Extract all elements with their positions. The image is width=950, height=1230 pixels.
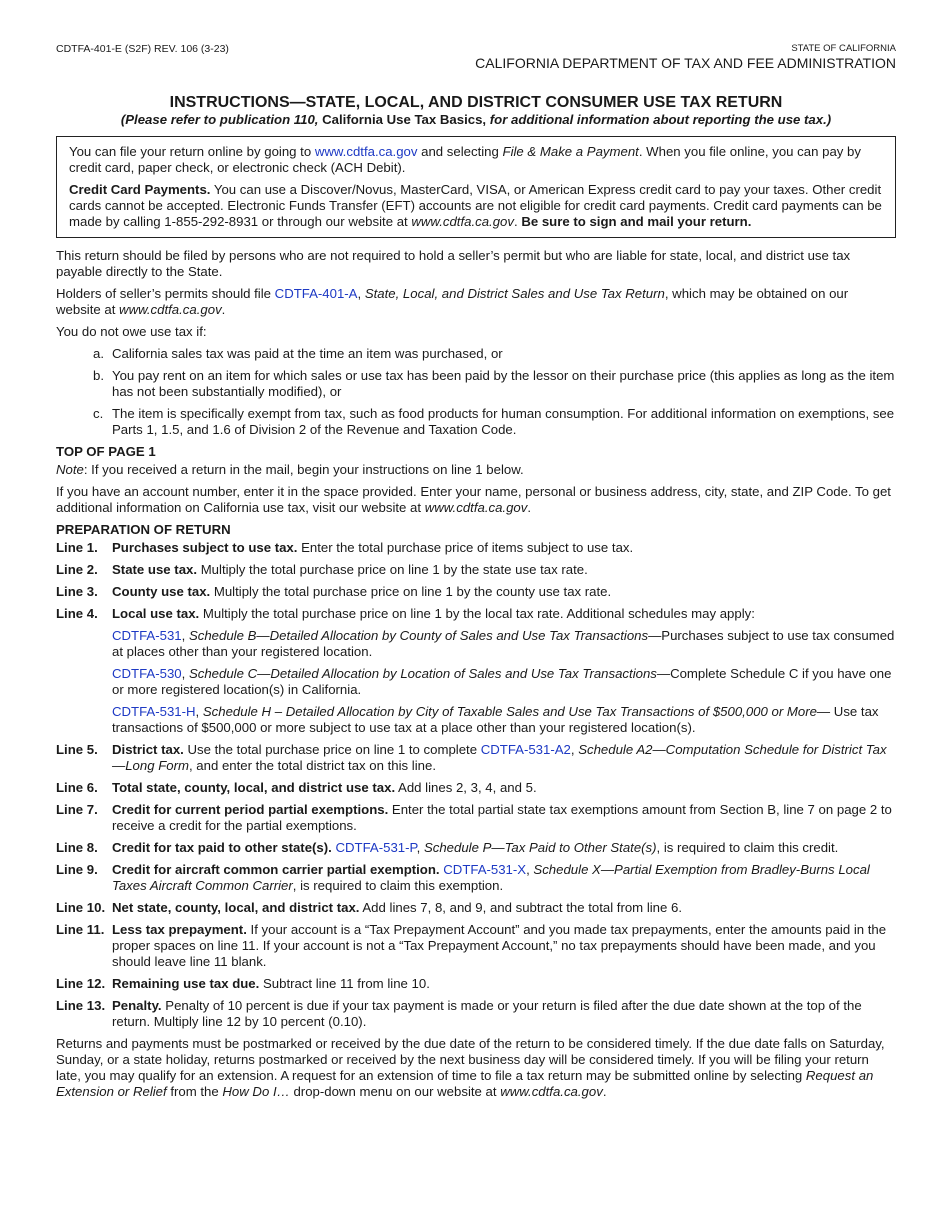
top-of-page-heading: TOP OF PAGE 1 (56, 444, 156, 459)
form-id: CDTFA-401-E (S2F) REV. 106 (3-23) (56, 43, 229, 55)
line-3-instruction: Line 3. County use tax. Multiply the total purchase price on line 1 by the county use tax rate. (56, 584, 612, 599)
line-6-instruction: Line 6. Total state, county, local, and district use tax. Add lines 2, 3, 4, and 5. (56, 780, 537, 795)
line-4-instruction: Line 4. Local use tax. Multiply the total purchase price on line 1 by the local tax rate. Additional schedules may apply: (56, 606, 755, 621)
sellers-permit-paragraph: Holders of seller’s permits should file CDTFA-401-A, State, Local, and District Sales and Use Tax Return, which may be obtained on our website at www.cdtfa.ca.gov. (56, 286, 849, 317)
line-2-instruction: Line 2. State use tax. Multiply the total purchase price on line 1 by the state use tax rate. (56, 562, 588, 577)
closing-paragraph: Returns and payments must be postmarked or received by the due date of the return to be considered timely. If the due date falls on Saturday, Sunday, or a state holiday, returns postmarked or received by the next business day will be considered timely. If you will be filing your return late, you may qualify for an extension. A request for an extension of time to file a tax return may be submitted online by selecting Request an Extension or Relief from the How Do I… drop-down menu on our website at www.cdtfa.ca.gov. (56, 1036, 885, 1099)
schedule-h-note: CDTFA-531-H, Schedule H – Detailed Allocation by City of Taxable Sales and Use Tax Transactions of $500,000 or More— Use tax transactions of $500,000 or more subject to use tax at a place other than your registered location(s). (112, 704, 879, 735)
schedule-b-note: CDTFA-531, Schedule B—Detailed Allocation by County of Sales and Use Tax Transactions—Purchases subject to use tax consumed at places other than your registered location. (112, 628, 895, 659)
cdtfa-531-link[interactable]: CDTFA-531 (112, 628, 182, 643)
cdtfa-531-x-link[interactable]: CDTFA-531-X (443, 862, 527, 877)
online-filing-box (56, 136, 896, 238)
line-10-instruction: Line 10. Net state, county, local, and district tax. Add lines 7, 8, and 9, and subtract the total from line 6. (56, 900, 683, 915)
page-title: INSTRUCTIONS—STATE, LOCAL, AND DISTRICT CONSUMER USE TAX RETURN (169, 94, 783, 111)
line-11-instruction: Line 11. Less tax prepayment. If your account is a “Tax Prepayment Account” and you made tax prepayments, enter the amounts paid in the proper spaces on line 11. If your account is not a “Tax Prepayment Account,” no tax prepayments should have been made, and you should leave line 11 blank. (56, 922, 887, 969)
department-name: CALIFORNIA DEPARTMENT OF TAX AND FEE ADMINISTRATION (475, 55, 896, 71)
page-subtitle: (Please refer to publication 110, California Use Tax Basics, for additional information about reporting the use tax.) (120, 112, 832, 127)
account-paragraph: If you have an account number, enter it in the space provided. Enter your name, personal or business address, city, state, and ZIP Code. To get additional information on California use tax, visit our website at www.cdtfa.ca.gov. (56, 484, 891, 515)
state-label: STATE OF CALIFORNIA (791, 43, 896, 54)
line-7-instruction: Line 7. Credit for current period partial exemptions. Enter the total partial state tax exemptions amount from Section B, line 7 on page 2 to receive a credit for the partial exemptions. (56, 802, 892, 833)
list-item: a. California sales tax was paid at the time an item was purchased, or (93, 346, 503, 361)
page-header (56, 40, 896, 74)
list-item: c. The item is specifically exempt from tax, such as food products for human consumption. For additional information on exemptions, see Parts 1, 1.5, and 1.6 of Division 2 of the Revenue and Taxation Code. (93, 406, 895, 437)
not-owe-paragraph: You do not owe use tax if: (56, 324, 207, 339)
cdtfa-531-h-link[interactable]: CDTFA-531-H (112, 704, 196, 719)
note-paragraph: Note: If you received a return in the mail, begin your instructions on line 1 below. (56, 462, 524, 477)
cdtfa-531-a2-link[interactable]: CDTFA-531-A2 (480, 742, 571, 757)
online-filing-paragraph: You can file your return online by going to www.cdtfa.ca.gov and selecting File & Make a Payment. When you file online, you can pay by credit card, paper check, or electronic check (ACH Debit). (69, 144, 861, 175)
preparation-heading: PREPARATION OF RETURN (56, 522, 231, 537)
cdtfa-website-link[interactable]: www.cdtfa.ca.gov (314, 144, 418, 159)
cdtfa-530-link[interactable]: CDTFA-530 (112, 666, 182, 681)
line-8-instruction: Line 8. Credit for tax paid to other state(s). CDTFA-531-P, Schedule P—Tax Paid to Other State(s), is required to claim this credit. (56, 840, 839, 855)
credit-card-paragraph: Credit Card Payments. You can use a Discover/Novus, MasterCard, VISA, or American Express credit card to pay your taxes. Other credit cards cannot be accepted. Electronic Funds Transfer (EFT) accounts are not eligible for credit card payments. Credit card payments can be made by calling 1-855-292-8931 or through our website at www.cdtfa.ca.gov. Be sure to sign and mail your return. (69, 182, 882, 229)
publication-title: California Use Tax Basics, (322, 112, 487, 127)
exemption-list (56, 346, 896, 438)
cdtfa-531-p-link[interactable]: CDTFA-531-P (335, 840, 417, 855)
cdtfa-401-a-link[interactable]: CDTFA-401-A (274, 286, 358, 301)
line-12-instruction: Line 12. Remaining use tax due. Subtract line 11 from line 10. (56, 976, 430, 991)
line-13-instruction: Line 13. Penalty. Penalty of 10 percent is due if your tax payment is made or your return is filed after the due date shown at the top of the return. Multiply line 12 by 10 percent (0.10). (56, 998, 862, 1029)
line-1-instruction: Line 1. Purchases subject to use tax. Enter the total purchase price of items subject to use tax. (56, 540, 634, 555)
instructions-page (56, 40, 896, 1100)
list-item: b. You pay rent on an item for which sales or use tax has been paid by the lessor on their purchase price (this applies as long as the item has not been substantially modified), or (93, 368, 895, 399)
intro-paragraph: This return should be filed by persons who are not required to hold a seller’s permit but who are liable for state, local, and district use tax payable directly to the State. (56, 248, 851, 279)
line-9-instruction: Line 9. Credit for aircraft common carrier partial exemption. CDTFA-531-X, Schedule X—Partial Exemption from Bradley-Burns Local Taxes Aircraft Common Carrier, is required to claim this exemption. (56, 862, 870, 893)
line-5-instruction: Line 5. District tax. Use the total purchase price on line 1 to complete CDTFA-531-A2, Schedule A2—Computation Schedule for District Tax—Long Form, and enter the total district tax on this line. (56, 742, 887, 773)
schedule-c-note: CDTFA-530, Schedule C—Detailed Allocation by Location of Sales and Use Tax Transactions—Complete Schedule C if you have one or more registered location(s) in California. (112, 666, 892, 697)
